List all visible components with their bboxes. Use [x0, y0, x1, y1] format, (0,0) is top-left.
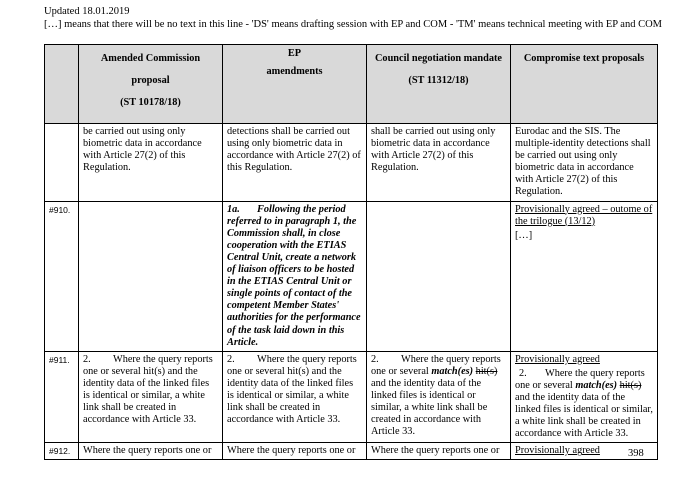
- row-number: #911.: [45, 351, 79, 443]
- council-cell: [367, 351, 511, 443]
- compromise-cell: [511, 201, 658, 351]
- compromise-text-pre: Where the query reports one or several: [515, 367, 645, 391]
- ep-cell: [223, 201, 367, 351]
- header-ep-line2: amendments: [266, 66, 323, 78]
- omitted-text-marker: […]: [515, 229, 533, 241]
- row-number: [45, 124, 79, 202]
- document-header: [44, 5, 662, 31]
- commission-cell: be carried out using only biometric data in accordance with Article 27(2) of this Regulation.: [79, 124, 223, 202]
- ep-cell: Where the query reports one or: [223, 443, 367, 460]
- paragraph-number: 2.: [519, 367, 527, 379]
- updated-date: Updated 18.01.2019: [44, 6, 130, 17]
- table-row: [45, 124, 658, 202]
- council-text-pre: Where the query reports one or several: [371, 353, 501, 377]
- header-council: [367, 45, 511, 124]
- compromise-cell: [511, 351, 658, 443]
- row-number: #912.: [45, 443, 79, 460]
- council-inserted-term: match(es): [431, 365, 474, 377]
- ep-cell: [223, 351, 367, 443]
- header-ep: [223, 45, 367, 124]
- council-cell: [367, 201, 511, 351]
- four-column-table: [44, 44, 658, 460]
- ep-amendment-text: Following the period referred to in paragraph 1, the Commission shall, in close cooperation with the ETIAS Central Unit, create a network of liaison officers to be hosted in the ETIAS Central Unit or single points of contact of the competent Member States' authorities for the performance of the task laid down in this Article.: [227, 203, 361, 348]
- row-number: #910.: [45, 201, 79, 351]
- commission-cell: [79, 351, 223, 443]
- ep-cell: detections shall be carried out using only biometric data in accordance with Article 27(2) of this Regulation.: [223, 124, 367, 202]
- paragraph-number: 2.: [227, 353, 235, 365]
- council-text-post: and the identity data of the linked files is identical or similar, a white link shall be created in accordance with Article 33.: [371, 377, 488, 438]
- compromise-paragraph: [515, 368, 653, 441]
- council-cell: Where the query reports one or: [367, 443, 511, 460]
- commission-cell: Where the query reports one or: [79, 443, 223, 460]
- paragraph-number: 2.: [371, 353, 379, 365]
- header-commission: [79, 45, 223, 124]
- table-row: [45, 443, 658, 460]
- header-ep-line1: EP: [287, 48, 302, 59]
- compromise-inserted-term: match(es): [575, 379, 618, 391]
- council-deleted-term: hit(s): [475, 365, 498, 377]
- council-cell: shall be carried out using only biometric data in accordance with Article 27(2) of this Regulation.: [367, 124, 511, 202]
- paragraph-number: 2.: [83, 353, 91, 365]
- header-commission-line1: Amended Commission: [100, 53, 201, 64]
- header-council-line2: (ST 11312/18): [408, 75, 469, 87]
- ep-text: Where the query reports one or several hit(s) and the identity data of the linked files is identical or similar, a white link shall be created in accordance with Article 33.: [227, 353, 357, 426]
- header-compromise-line1: Compromise text proposals: [523, 53, 645, 64]
- header-commission-line2: proposal: [131, 75, 170, 87]
- header-council-line1: Council negotiation mandate: [374, 53, 502, 64]
- legend-note: […] means that there will be no text in this line - 'DS' means drafting session with EP and COM - 'TM' means technical meeting with EP and COM: [44, 19, 663, 30]
- agreement-status: Provisionally agreed: [515, 353, 600, 365]
- header-compromise: [511, 45, 658, 124]
- paragraph-number: 1a.: [227, 203, 240, 215]
- table-row: [45, 201, 658, 351]
- header-num-cell: [45, 45, 79, 124]
- header-commission-line3: (ST 10178/18): [120, 97, 181, 109]
- agreement-status: Provisionally agreed: [511, 443, 658, 460]
- compromise-deleted-term: hit(s): [619, 379, 642, 391]
- commission-cell: [79, 201, 223, 351]
- commission-text: Where the query reports one or several hit(s) and the identity data of the linked files is identical or similar, a white link shall be created in accordance with Article 33.: [83, 353, 213, 426]
- page-number: 398: [628, 448, 644, 459]
- agreement-status: Provisionally agreed – outome of the trilogue (13/12): [515, 203, 653, 227]
- table-header-row: [45, 45, 658, 124]
- table-row: [45, 351, 658, 443]
- compromise-cell: Eurodac and the SIS. The multiple-identity detections shall be carried out using only biometric data in accordance with Article 27(2) of this Regulation.: [511, 124, 658, 202]
- compromise-text-post: and the identity data of the linked files is identical or similar, a white link shall be created in accordance with Article 33.: [515, 391, 653, 440]
